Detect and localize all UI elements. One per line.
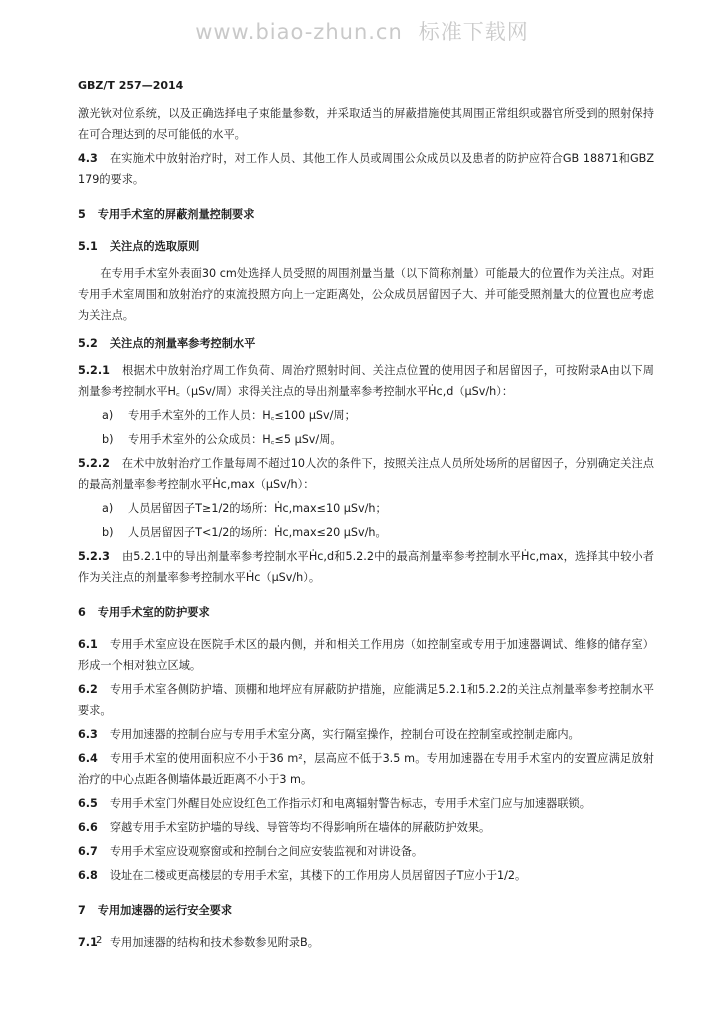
clause-number: 6.5 [78, 797, 98, 810]
clause-6-3 [78, 724, 654, 745]
section-number: 5 [78, 208, 86, 221]
clause-6-2 [78, 679, 654, 721]
section-number: 5.1 [78, 240, 98, 253]
paragraph-5-1: 在专用手术室外表面30 cm处选择人员受照的周围剂量当量（以下简称剂量）可能最大的位置作为关注点。对距专用手术室周围和放射治疗的束流投照方向上一定距离处，公众成员居留因子大、并可能受照剂量大的位置也应考虑为关注点。 [78, 267, 654, 322]
clause-text: 专用手术室的使用面积应不小于36 m²，层高应不低于3.5 m。专用加速器在专用手术室内的安置应满足放射治疗的中心点距各侧墙体最近距离不小于3 m。 [78, 752, 654, 786]
clause-number: 6.6 [78, 821, 98, 834]
clause-text: 由5.2.1中的导出剂量率参考控制水平Ḣc,d和5.2.2中的最高剂量率参考控制水平Ḣc,max，选择其中较小者作为关注点的剂量率参考控制水平Ḣc（μSv/h）。 [78, 550, 654, 584]
watermark-url: www.biao-zhun.cn [195, 20, 403, 44]
list-item [78, 429, 654, 450]
section-5-1-heading [78, 236, 654, 258]
clause-number: 6.8 [78, 869, 98, 882]
clause-number: 5.2.2 [78, 457, 110, 470]
clause-number: 6.4 [78, 752, 98, 765]
list-item-label: b) [102, 433, 114, 446]
section-number: 5.2 [78, 337, 98, 350]
clause-text: 穿越专用手术室防护墙的导线、导管等均不得影响所在墙体的屏蔽防护效果。 [109, 821, 491, 834]
list-item [78, 405, 654, 426]
section-title: 关注点的选取原则 [109, 240, 200, 253]
clause-7-1 [78, 932, 654, 953]
list-item [78, 498, 654, 519]
clause-6-8 [78, 865, 654, 886]
section-7-heading [78, 900, 654, 922]
clause-5-2-1 [78, 360, 654, 402]
clause-number: 5.2.1 [78, 364, 110, 377]
clause-text: 专用加速器的结构和技术参数参见附录B。 [109, 936, 319, 949]
section-title: 专用手术室的屏蔽剂量控制要求 [97, 208, 255, 221]
section-5-heading [78, 204, 654, 226]
list-item-label: a) [102, 409, 114, 422]
list-item-text: 人员居留因子T<1/2的场所：Ḣc,max≤20 μSv/h。 [128, 526, 387, 539]
clause-number: 4.3 [78, 152, 98, 165]
section-5-2-heading [78, 333, 654, 355]
list-item-label: b) [102, 526, 114, 539]
clause-text: 专用加速器的控制台应与专用手术室分离，实行隔室操作，控制台可设在控制室或控制走廊内。 [109, 728, 580, 741]
clause-text: 设址在二楼或更高楼层的专用手术室，其楼下的工作用房人员居留因子T应小于1/2。 [109, 869, 527, 882]
clause-6-5 [78, 793, 654, 814]
clause-text: 专用手术室门外醒目处应设红色工作指示灯和电离辐射警告标志，专用手术室门应与加速器联锁。 [109, 797, 591, 810]
clause-text: 专用手术室应设在医院手术区的最内侧，并和相关工作用房（如控制室或专用于加速器调试、维修的储存室）形成一个相对独立区域。 [78, 638, 654, 672]
clause-text: 专用手术室各侧防护墙、顶棚和地坪应有屏蔽防护措施，应能满足5.2.1和5.2.2的关注点剂量率参考控制水平要求。 [78, 683, 654, 717]
section-6-heading [78, 602, 654, 624]
clause-text: 在术中放射治疗工作量每周不超过10人次的条件下，按照关注点人员所处场所的居留因子，分别确定关注点的最高剂量率参考控制水平Ḣc,max（μSv/h）： [78, 457, 654, 491]
section-title: 关注点的剂量率参考控制水平 [109, 337, 256, 350]
clause-number: 6.7 [78, 845, 98, 858]
clause-5-2-2 [78, 453, 654, 495]
section-title: 专用手术室的防护要求 [97, 606, 210, 619]
list-item-text: 人员居留因子T≥1/2的场所：Ḣc,max≤10 μSv/h； [128, 502, 387, 515]
list-item-text: 专用手术室外的工作人员：H꜀≤100 μSv/周； [128, 409, 356, 422]
clause-number: 6.3 [78, 728, 98, 741]
section-number: 6 [78, 606, 86, 619]
clause-text: 在实施术中放射治疗时，对工作人员、其他工作人员或周围公众成员以及患者的防护应符合GB 18871和GBZ 179的要求。 [78, 152, 654, 186]
paragraph-continuation: 激光钬对位系统，以及正确选择电子束能量参数，并采取适当的屏蔽措施使其周围正常组织或器官所受到的照射保持在可合理达到的尽可能低的水平。 [78, 107, 654, 141]
section-number: 7 [78, 904, 86, 917]
clause-6-6 [78, 817, 654, 838]
page-number: 2 [96, 935, 103, 946]
list-item-label: a) [102, 502, 114, 515]
standard-number: GBZ/T 257—2014 [78, 79, 184, 92]
clause-number: 6.1 [78, 638, 98, 651]
clause-text: 专用手术室应设观察窗或和控制台之间应安装监视和对讲设备。 [109, 845, 424, 858]
watermark-site-name: 标准下载网 [418, 20, 529, 44]
clause-6-1 [78, 634, 654, 676]
clause-5-2-3 [78, 546, 654, 588]
clause-number: 6.2 [78, 683, 98, 696]
clause-text: 根据术中放射治疗周工作负荷、周治疗照射时间、关注点位置的使用因子和居留因子，可按附录A由以下周剂量参考控制水平H꜀（μSv/周）求得关注点的导出剂量率参考控制水平Ḣc,d（μSv/h）： [78, 364, 654, 398]
clause-number: 7.1 [78, 936, 98, 949]
list-item-text: 专用手术室外的公众成员：H꜀≤5 μSv/周。 [128, 433, 342, 446]
clause-6-4 [78, 748, 654, 790]
watermark [0, 16, 724, 46]
section-title: 专用加速器的运行安全要求 [97, 904, 233, 917]
clause-4-3 [78, 148, 654, 190]
document-body [78, 103, 654, 956]
list-item [78, 522, 654, 543]
clause-number: 5.2.3 [78, 550, 110, 563]
clause-6-7 [78, 841, 654, 862]
